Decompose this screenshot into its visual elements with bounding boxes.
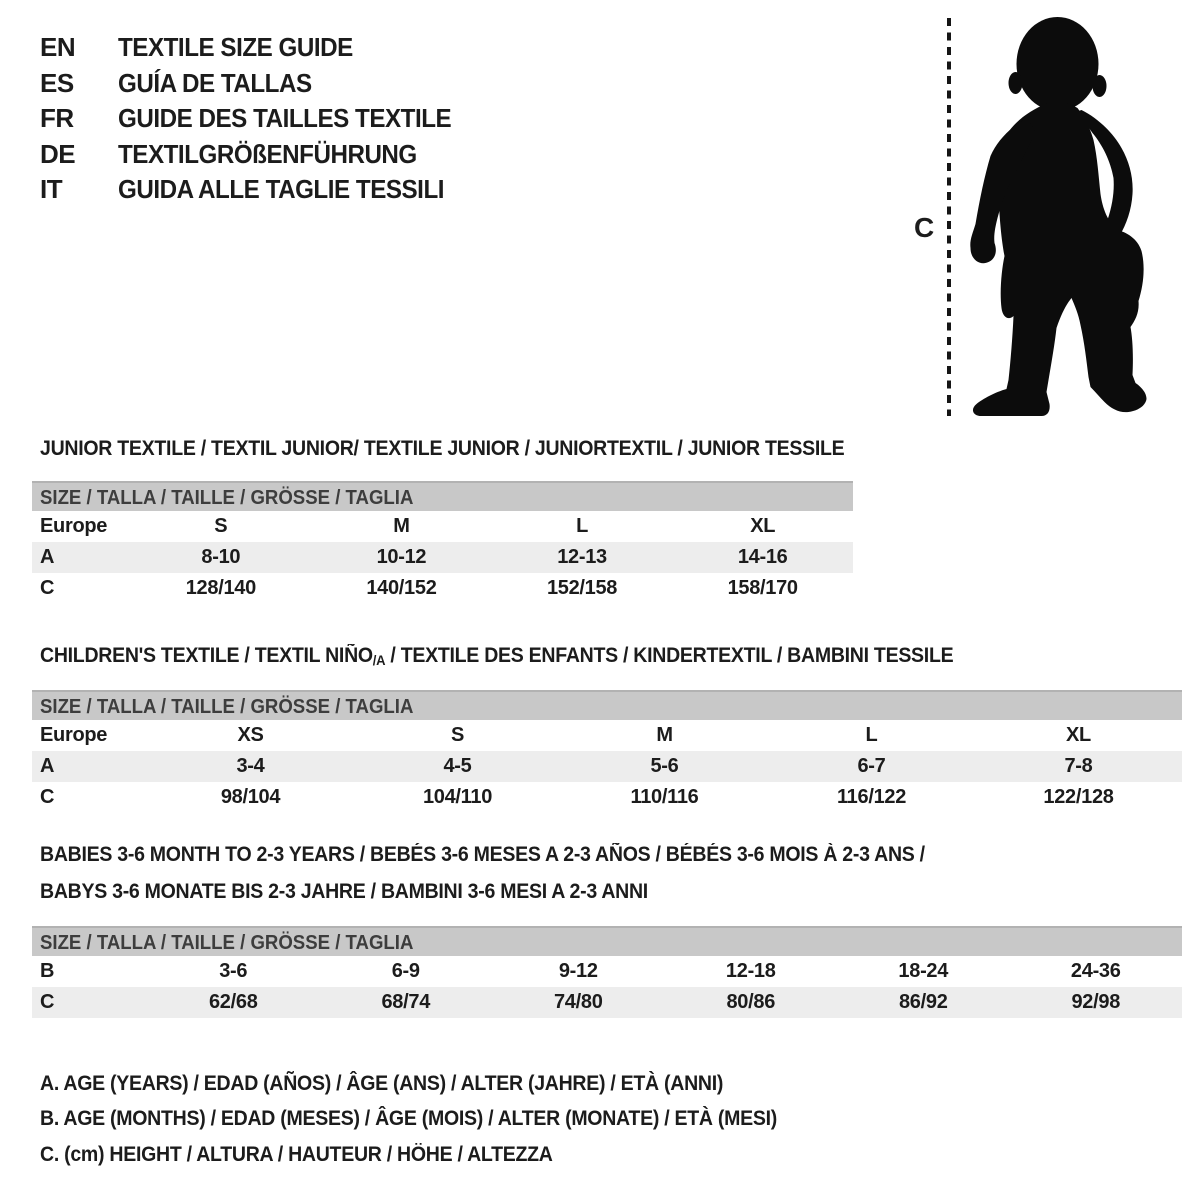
cell: 110/116 — [630, 786, 699, 808]
cell: 4-5 — [354, 751, 561, 782]
cell: 104/110 — [422, 786, 493, 808]
cell: 7-8 — [975, 751, 1182, 782]
cell: 8-10 — [131, 542, 312, 573]
junior-size-table — [32, 481, 853, 604]
row-label: Europe — [40, 515, 108, 537]
cell: 98/104 — [220, 786, 281, 808]
cell: 128/140 — [185, 577, 256, 599]
children-section-title: CHILDREN'S TEXTILE / TEXTIL NIÑO/A / TEXTILE DES ENFANTS / KINDERTEXTIL / BAMBINI TESSILE — [40, 644, 954, 668]
nino-a-subscript: /A — [372, 652, 386, 668]
cell: M — [393, 515, 410, 537]
cell: 68/74 — [320, 987, 493, 1018]
cell: 10-12 — [311, 542, 492, 573]
cell: S — [214, 515, 228, 537]
cell: 12-18 — [725, 960, 776, 982]
cell: 14-16 — [672, 542, 853, 573]
guide-title-it: GUIDA ALLE TAGLIE TESSILI — [118, 174, 445, 205]
height-measure-label: C — [914, 212, 935, 243]
junior-section-title: JUNIOR TEXTILE / TEXTIL JUNIOR/ TEXTILE JUNIOR / JUNIORTEXTIL / JUNIOR TESSILE — [40, 437, 845, 460]
babies-section-title-line2: BABYS 3-6 MONATE BIS 2-3 JAHRE / BAMBINI 3-6 MESI A 2-3 ANNI — [40, 880, 648, 903]
guide-title-de: TEXTILGRÖßENFÜHRUNG — [118, 138, 417, 169]
cell: 3-4 — [147, 751, 354, 782]
row-label: A — [32, 751, 147, 782]
cell: 18-24 — [898, 960, 949, 982]
children-size-table — [32, 690, 1182, 813]
cell: 62/68 — [147, 987, 320, 1018]
cell: 6-7 — [768, 751, 975, 782]
lang-row-de — [40, 137, 476, 173]
cell: 116/122 — [836, 786, 907, 808]
cell: 6-9 — [391, 960, 420, 982]
row-label: C — [40, 786, 55, 808]
cell: 86/92 — [837, 987, 1010, 1018]
table-row-height — [32, 573, 853, 604]
cell: 12-13 — [492, 542, 673, 573]
row-label: Europe — [40, 724, 108, 746]
lang-code: EN — [40, 32, 76, 63]
cell: 122/128 — [1043, 786, 1114, 808]
row-label: C — [32, 987, 147, 1018]
table-row-age — [32, 542, 853, 573]
row-label: A — [32, 542, 131, 573]
cell: L — [576, 515, 588, 537]
table-row-age — [32, 751, 1182, 782]
legend-line-c: C. (cm) HEIGHT / ALTURA / HAUTEUR / HÖHE / ALTEZZA — [40, 1142, 553, 1166]
babies-size-table — [32, 926, 1182, 1018]
table-row-europe — [32, 511, 853, 542]
size-header-band: SIZE / TALLA / TAILLE / GRÖSSE / TAGLIA — [32, 481, 853, 511]
cell: 140/152 — [366, 577, 437, 599]
cell: 80/86 — [665, 987, 838, 1018]
babies-section-title-line1: BABIES 3-6 MONTH TO 2-3 YEARS / BEBÉS 3-6 MESES A 2-3 AÑOS / BÉBÉS 3-6 MOIS À 2-3 ANS / — [40, 843, 925, 866]
baby-silhouette-image — [963, 8, 1168, 420]
table-row-europe — [32, 720, 1182, 751]
cell: 24-36 — [1070, 960, 1121, 982]
lang-row-fr — [40, 101, 476, 137]
language-title-block — [40, 30, 476, 208]
legend-line-a: A. AGE (YEARS) / EDAD (AÑOS) / ÂGE (ANS) / ALTER (JAHRE) / ETÀ (ANNI) — [40, 1071, 724, 1095]
cell: 3-6 — [219, 960, 248, 982]
row-label: C — [40, 577, 55, 599]
lang-row-es — [40, 66, 476, 102]
table-row-months — [32, 956, 1182, 987]
lang-code: IT — [40, 174, 63, 205]
lang-code: FR — [40, 103, 74, 134]
cell: 9-12 — [558, 960, 598, 982]
lang-code: ES — [40, 67, 74, 98]
cell: 5-6 — [561, 751, 768, 782]
measurement-legend — [40, 1066, 832, 1173]
children-table-grid — [32, 720, 1182, 813]
cell: S — [450, 724, 465, 746]
junior-table-grid — [32, 511, 853, 604]
table-row-height — [32, 782, 1182, 813]
cell: 152/158 — [546, 577, 618, 599]
lang-code: DE — [40, 138, 76, 169]
babies-table-grid — [32, 956, 1182, 1018]
cell: 158/170 — [727, 577, 798, 599]
size-header-band: SIZE / TALLA / TAILLE / GRÖSSE / TAGLIA — [32, 690, 1182, 720]
lang-row-en — [40, 30, 476, 66]
height-measure-dashed-line — [947, 18, 951, 416]
cell: XL — [1066, 724, 1091, 746]
legend-line-b: B. AGE (MONTHS) / EDAD (MESES) / ÂGE (MOIS) / ALTER (MONATE) / ETÀ (MESI) — [40, 1107, 777, 1131]
cell: 74/80 — [492, 987, 665, 1018]
guide-title-es: GUÍA DE TALLAS — [118, 67, 312, 98]
cell: XS — [237, 724, 264, 746]
guide-title-fr: GUIDE DES TAILLES TEXTILE — [118, 103, 452, 134]
row-label: B — [40, 960, 55, 982]
cell: M — [656, 724, 673, 746]
table-row-height — [32, 987, 1182, 1018]
size-header-band: SIZE / TALLA / TAILLE / GRÖSSE / TAGLIA — [32, 926, 1182, 956]
cell: L — [865, 724, 878, 746]
guide-title-en: TEXTILE SIZE GUIDE — [118, 32, 353, 63]
cell: XL — [750, 515, 776, 537]
lang-row-it — [40, 172, 476, 208]
cell: 92/98 — [1010, 987, 1183, 1018]
